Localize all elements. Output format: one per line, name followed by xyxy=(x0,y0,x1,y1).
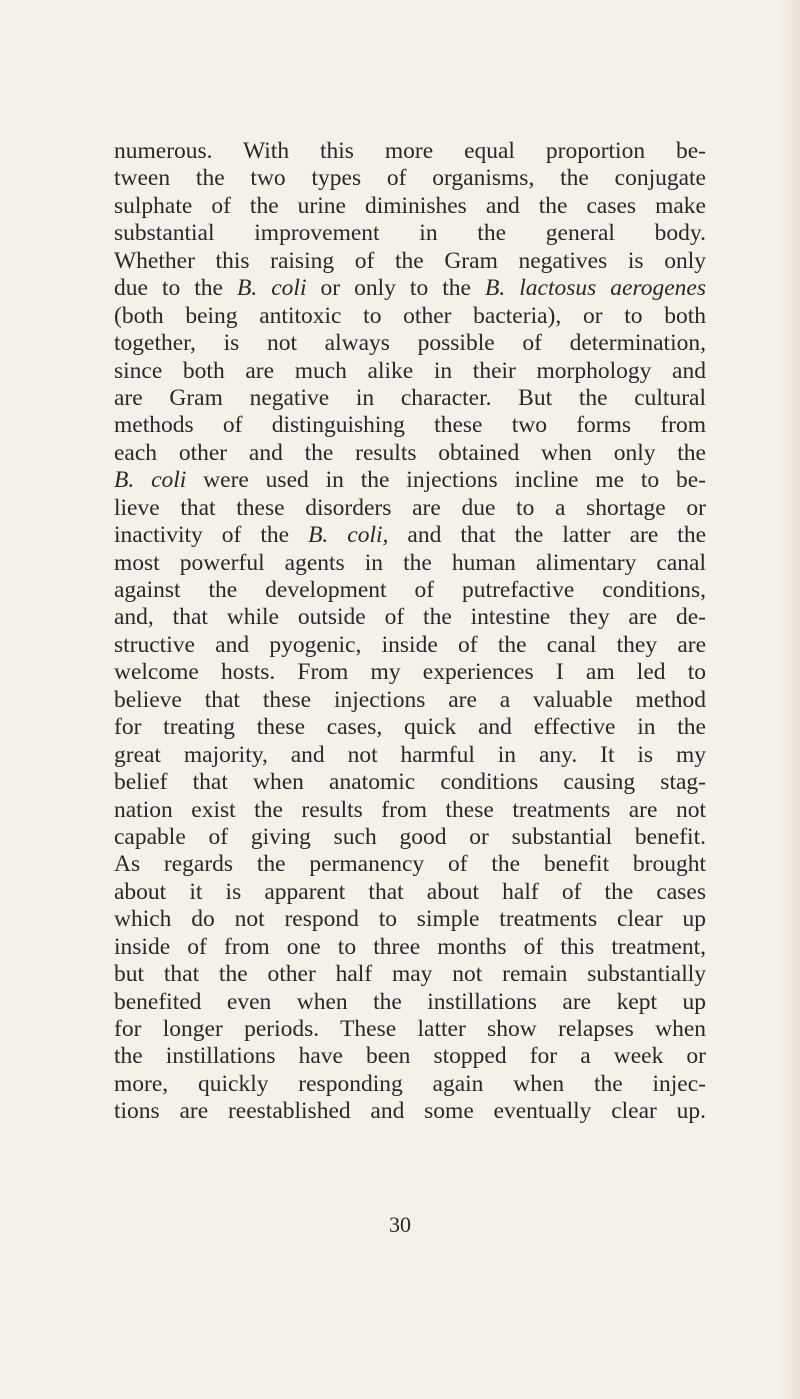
text-line xyxy=(114,385,706,412)
text-line xyxy=(114,989,706,1016)
text-line xyxy=(114,220,706,247)
text-line xyxy=(114,714,706,741)
text-segment: nation exist the results from these treatments are not xyxy=(114,796,706,823)
italic-species-name: B. coli xyxy=(114,467,187,494)
text-segment: for longer periods. These latter show relapses when xyxy=(114,1016,706,1042)
text-segment: or only to the xyxy=(306,275,485,302)
text-line xyxy=(114,1098,706,1125)
text-segment: Whether this raising of the Gram negatives is only xyxy=(114,247,706,274)
text-line xyxy=(114,851,706,878)
text-segment: against the development of putrefactive conditions, xyxy=(114,577,706,603)
italic-species-name: B. coli xyxy=(237,275,307,302)
text-line xyxy=(114,248,706,275)
text-segment: structive and pyogenic, inside of the canal they are xyxy=(114,631,706,658)
text-line xyxy=(114,687,706,714)
text-line xyxy=(114,632,706,659)
text-line xyxy=(114,467,706,494)
text-segment: which do not respond to simple treatments clear up xyxy=(114,906,706,933)
text-line xyxy=(114,742,706,769)
text-segment: together, is not always possible of determination, xyxy=(114,330,706,357)
text-segment: for treating these cases, quick and effective in the xyxy=(114,714,706,741)
text-line xyxy=(114,1071,706,1098)
text-line xyxy=(114,879,706,906)
text-line xyxy=(114,659,706,686)
text-segment: due to the xyxy=(114,275,237,302)
text-segment: tions are reestablished and some eventually clear up. xyxy=(114,1098,706,1125)
text-line xyxy=(114,824,706,851)
text-line xyxy=(114,495,706,522)
text-segment: sulphate of the urine diminishes and the cases make xyxy=(114,192,706,219)
text-line xyxy=(114,1043,706,1070)
text-segment: substantial improvement in the general body. xyxy=(114,220,706,247)
text-line xyxy=(114,522,706,549)
text-line xyxy=(114,934,706,961)
text-segment: methods of distinguishing these two forms from xyxy=(114,412,706,439)
text-segment: capable of giving such good or substantial benefit. xyxy=(114,823,706,850)
text-line xyxy=(114,165,706,192)
text-line xyxy=(114,961,706,988)
text-line xyxy=(114,906,706,933)
text-segment: about it is apparent that about half of the cases xyxy=(114,878,706,905)
text-line xyxy=(114,604,706,631)
body-text xyxy=(114,138,706,1126)
text-line xyxy=(114,193,706,220)
italic-species-name: B. lactosus aerogenes xyxy=(484,275,706,302)
text-segment: and, that while outside of the intestine they are de- xyxy=(114,604,706,631)
text-segment: most powerful agents in the human alimentary canal xyxy=(114,549,706,576)
text-segment: more, quickly responding again when the injec- xyxy=(114,1070,706,1097)
text-segment: As regards the permanency of the benefit brought xyxy=(114,851,706,878)
text-segment: were used in the injections incline me to be- xyxy=(186,467,706,494)
page-edge-shadow xyxy=(782,0,800,1399)
text-segment: belief that when anatomic conditions causing stag- xyxy=(114,769,706,796)
text-segment: tween the two types of organisms, the conjugate xyxy=(114,165,706,192)
text-line xyxy=(114,412,706,439)
text-segment: but that the other half may not remain substantially xyxy=(114,961,706,988)
text-segment: inside of from one to three months of this treatment, xyxy=(114,933,706,960)
text-line xyxy=(114,577,706,604)
text-segment: are Gram negative in character. But the cultural xyxy=(114,384,706,411)
text-segment: (both being antitoxic to other bacteria), or to both xyxy=(114,302,706,329)
text-line xyxy=(114,358,706,385)
text-line xyxy=(114,303,706,330)
text-segment: the instillations have been stopped for a week or xyxy=(114,1043,706,1070)
text-line xyxy=(114,138,706,165)
text-line xyxy=(114,550,706,577)
text-line xyxy=(114,797,706,824)
text-line xyxy=(114,440,706,467)
text-line xyxy=(114,275,706,302)
text-segment: and that the latter are the xyxy=(388,522,706,549)
page-number: 30 xyxy=(389,1212,411,1237)
text-segment: each other and the results obtained when only the xyxy=(114,439,706,466)
text-segment: believe that these injections are a valuable method xyxy=(114,686,706,713)
text-segment: great majority, and not harmful in any. It is my xyxy=(114,741,706,768)
text-segment: lieve that these disorders are due to a shortage or xyxy=(114,494,706,521)
text-segment: inactivity of the xyxy=(114,522,309,549)
text-segment: benefited even when the instillations are kept up xyxy=(114,988,706,1015)
text-line xyxy=(114,330,706,357)
italic-species-name: B. coli, xyxy=(308,522,389,549)
text-segment: numerous. With this more equal proportion be- xyxy=(114,138,706,164)
text-segment: since both are much alike in their morphology and xyxy=(114,357,706,384)
text-segment: welcome hosts. From my experiences I am led to xyxy=(114,659,706,686)
text-line xyxy=(114,1016,706,1043)
text-line xyxy=(114,769,706,796)
